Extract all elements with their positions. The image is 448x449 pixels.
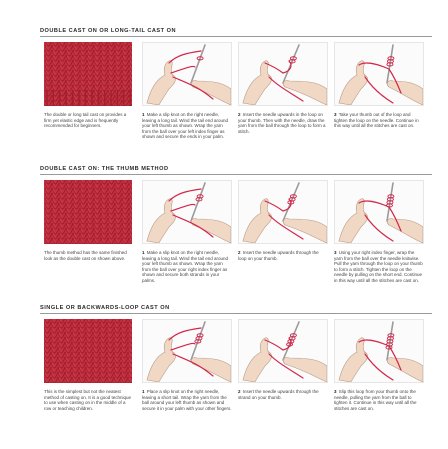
- step-instructions: Insert the needle upwards through the loop on your thumb.: [238, 250, 319, 261]
- step-1-illustration: [142, 319, 232, 383]
- section-backwards-loop-cast-on: [40, 305, 432, 449]
- step-instructions: Insert the needle upwards through the strand on your thumb.: [238, 389, 319, 400]
- step-instructions: Place a slip knot on the right needle, leaving a short tail. Wrap the yarn from the ball around your left thumb as shown and secure it in your palm with your other fingers.: [142, 389, 232, 411]
- step-3-text: [334, 250, 424, 284]
- step-instructions: Slip this loop from your thumb onto the needle, pulling the yarn from the ball to tighten it. Continue in this way until all the stitches are cast on.: [334, 389, 417, 411]
- step-number: 2: [238, 389, 241, 394]
- section-description: This is the simplest but not the neatest method of casting on. It is a good technique to use when casting on in the middle of a row or teaching children.: [44, 389, 132, 411]
- step-1-illustration: [142, 180, 232, 244]
- step-3-illustration: [334, 42, 424, 106]
- step-1-text: [142, 250, 232, 284]
- section-thumb-method: [40, 166, 432, 306]
- step-2-illustration: [238, 42, 328, 106]
- step-3-illustration: [334, 319, 424, 383]
- section-title: DOUBLE CAST ON: THE THUMB METHOD: [40, 166, 169, 172]
- section-divider: [40, 36, 432, 37]
- step-2-text: [238, 389, 328, 400]
- step-number: 2: [238, 250, 241, 255]
- knitted-swatch-image: [44, 319, 132, 383]
- step-number: 1: [142, 112, 145, 117]
- step-instructions: Insert the needle upwards in the loop on your thumb. Then with the needle, draw the yarn from the ball through the loop to form a stitch.: [238, 112, 326, 134]
- step-instructions: Take your thumb out of the loop and tighten the loop on the needle. Continue in this way until all the stitches are cast on.: [334, 112, 419, 129]
- step-instructions: Using your right index finger, wrap the yarn from the ball over the needle knitwise. Pull the yarn through the loop on your thumb to form a stitch. Tighten the loop on the needle by pulling on the short end. Continue in this way until all the stitches are cast on.: [334, 250, 423, 283]
- step-number: 3: [334, 389, 337, 394]
- section-divider: [40, 313, 432, 314]
- section-title: SINGLE OR BACKWARDS-LOOP CAST ON: [40, 305, 170, 311]
- step-2-illustration: [238, 180, 328, 244]
- knitted-swatch-image: [44, 180, 132, 244]
- step-number: 1: [142, 389, 145, 394]
- section-description: The double or long tail cast on provides a firm yet elastic edge and is frequently recommended for beginners.: [44, 112, 127, 129]
- step-number: 2: [238, 112, 241, 117]
- section-divider: [40, 174, 432, 175]
- step-1-text: [142, 112, 232, 140]
- step-2-text: [238, 250, 328, 261]
- step-3-illustration: [334, 180, 424, 244]
- step-number: 3: [334, 112, 337, 117]
- step-3-text: [334, 389, 424, 411]
- knitted-swatch-image: [44, 42, 132, 106]
- step-2-text: [238, 112, 328, 134]
- step-3-text: [334, 112, 424, 129]
- section-long-tail-cast-on: [40, 28, 432, 176]
- step-2-illustration: [238, 319, 328, 383]
- step-instructions: Make a slip knot on the right needle, leaving a long tail. Wind the tail end around your left thumb as shown. Wrap the yarn from the ball over your left index finger as shown and secure the ends in your palm.: [142, 112, 229, 140]
- step-instructions: Make a slip knot on the right needle, leaving a long tail. Wind the tail end around your left thumb as shown. Wrap the yarn from the ball over your right index finger as shown and secure both strands in your palms.: [142, 250, 229, 283]
- step-1-text: [142, 389, 232, 411]
- step-1-illustration: [142, 42, 232, 106]
- step-number: 3: [334, 250, 337, 255]
- step-number: 1: [142, 250, 145, 255]
- section-description: The thumb method has the same finished look as the double cast on shown above.: [44, 250, 127, 261]
- section-title: DOUBLE CAST ON OR LONG-TAIL CAST ON: [40, 28, 177, 34]
